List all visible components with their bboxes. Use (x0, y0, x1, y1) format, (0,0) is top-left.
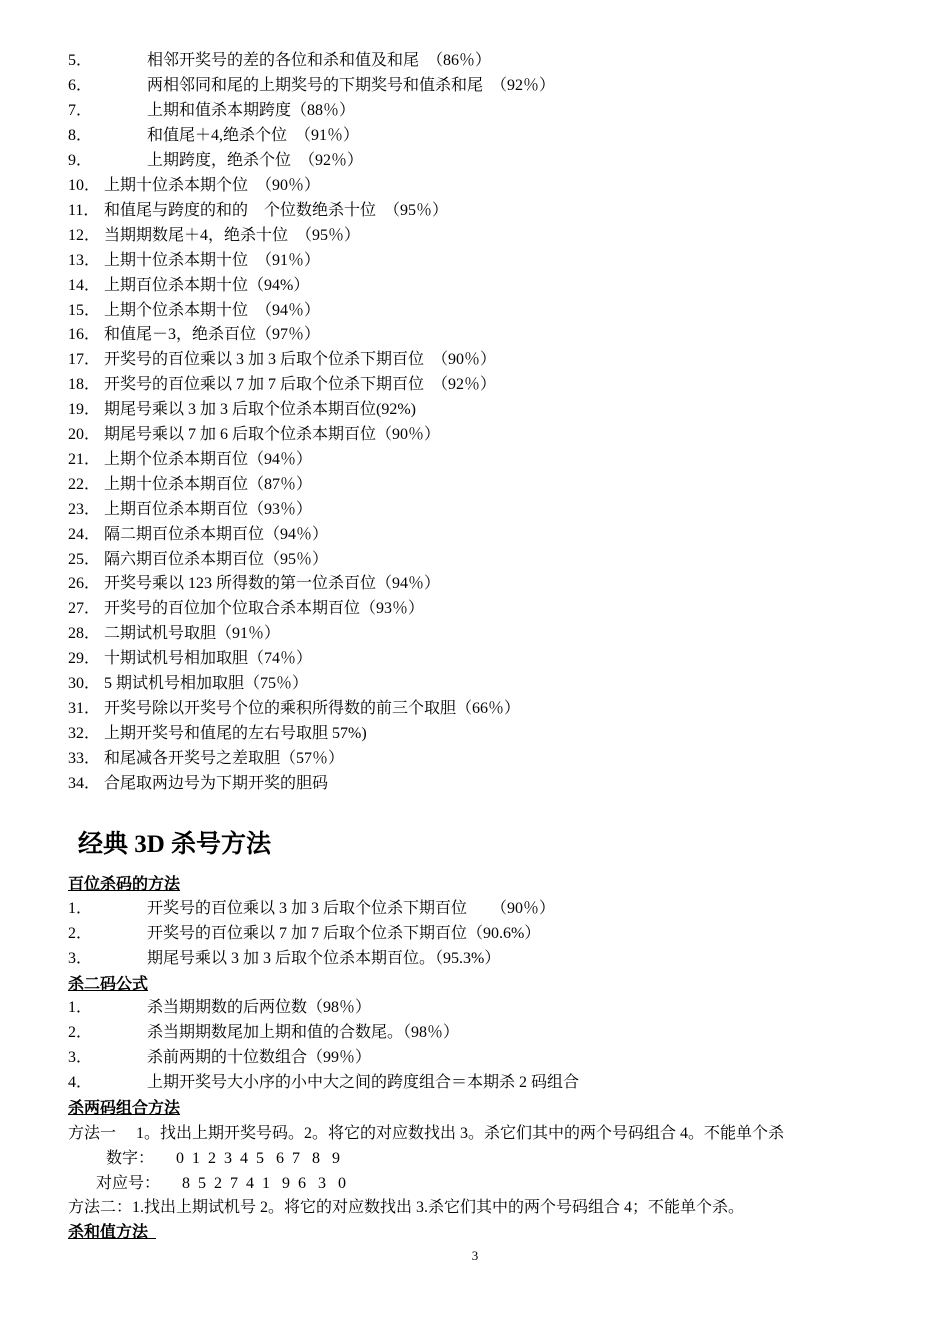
list-item-number: 33． (68, 749, 101, 767)
list-item-text: 上期十位杀本期百位（87％） (104, 475, 313, 493)
list-item-text: 上期百位杀本期百位（93％） (104, 500, 313, 518)
list-item-text: 上期开奖号大小序的小中大之间的跨度组合＝本期杀 2 码组合 (147, 1074, 580, 1091)
list-item-number: 8． (68, 126, 93, 144)
digits-row (106, 1149, 340, 1169)
list-item-number: 7． (68, 101, 93, 119)
list-item-number: 20． (68, 426, 101, 443)
shaliangma-heading: 杀两码组合方法 (68, 1100, 181, 1117)
list-item-number: 29． (68, 650, 101, 668)
list-item-number: 14． (68, 276, 101, 294)
page-number: 3 (471, 1248, 479, 1263)
list-item-number: 1． (68, 900, 93, 917)
list-item-text: 当期期数尾＋4，绝杀十位 （95％） (104, 226, 361, 244)
list-item-text: 期尾号乘以 3 加 3 后取个位杀本期百位(92%) (104, 401, 416, 419)
list-item-text: 上期十位杀本期个位 （90％） (104, 177, 321, 194)
list-item-text: 上期跨度，绝杀个位 （92％） (147, 151, 364, 169)
list-item-text: 十期试机号相加取胆（74％） (104, 650, 313, 668)
list-item-text: 期尾号乘以 7 加 6 后取个位杀本期百位（90％） (104, 426, 441, 443)
list-item-number: 1． (68, 999, 93, 1016)
shahezhi-heading: 杀和值方法 (68, 1224, 149, 1241)
list-item-text: 杀当期期数的后两位数（98％） (147, 999, 372, 1016)
list-item-text: 和值尾＋4,绝杀个位 （91％） (147, 126, 360, 144)
list-item-text: 上期百位杀本期十位（94%） (104, 276, 310, 294)
list-item-text: 和值尾－3，绝杀百位（97％） (104, 326, 321, 344)
list-item-text: 开奖号的百位乘以 3 加 3 后取个位杀下期百位 （90％） (104, 351, 497, 369)
list-item-number: 34． (68, 774, 101, 792)
list-item-number: 21． (68, 450, 101, 468)
list-item-text: 开奖号除以开奖号个位的乘积所得数的前三个取胆（66％） (104, 699, 521, 717)
list-item-number: 26． (68, 575, 101, 593)
list-item-number: 4． (68, 1074, 93, 1091)
shaerma-heading: 杀二码公式 (68, 976, 149, 993)
list-item-number: 22． (68, 475, 101, 493)
list-item-number: 30． (68, 675, 101, 692)
list-item-text: 合尾取两边号为下期开奖的胆码 (104, 774, 329, 792)
method-one-label: 方法一 (68, 1125, 117, 1142)
section-title: 经典 3D 杀号方法 (78, 831, 272, 858)
list-item-number: 9． (68, 151, 93, 169)
list-item-text: 上期开奖号和值尾的左右号取胆 57%) (104, 724, 367, 742)
list-item-text: 开奖号的百位加个位取合杀本期百位（93％） (104, 600, 425, 618)
list-item-text: 杀当期期数尾加上期和值的合数尾。（98％） (147, 1024, 460, 1041)
list-item-text: 开奖号乘以 123 所得数的第一位杀百位（94％） (104, 575, 441, 593)
list-item-text: 杀前两期的十位数组合（99％） (147, 1049, 372, 1066)
list-item-number: 10． (68, 177, 101, 194)
list-item-number: 15． (68, 301, 101, 319)
list-item-number: 6． (68, 76, 93, 94)
list-item-text: 5 期试机号相加取胆（75％） (104, 675, 309, 692)
list-item-text: 上期个位杀本期十位 （94％） (104, 301, 321, 319)
list-item-number: 23． (68, 500, 101, 518)
list-item-number: 28． (68, 625, 101, 643)
method-one (68, 1124, 784, 1144)
digits-label: 数字： (106, 1150, 155, 1167)
list-item-text: 二期试机号取胆（91％） (104, 625, 281, 643)
mapping-label: 对应号： (96, 1175, 161, 1192)
list-item-number: 32． (68, 724, 101, 742)
list-item-number: 19． (68, 401, 101, 419)
list-item-number: 3． (68, 1049, 93, 1066)
mapping-values: 8 5 2 7 4 1 9 6 3 0 (182, 1175, 347, 1192)
list-item-number: 11． (68, 201, 100, 219)
list-item-text: 开奖号的百位乘以 7 加 7 后取个位杀下期百位 （92％） (104, 376, 497, 394)
list-item-text: 相邻开奖号的差的各位和杀和值及和尾 （86％） (147, 52, 492, 69)
list-item-text: 上期个位杀本期百位（94％） (104, 450, 313, 468)
list-item-text: 上期和值杀本期跨度（88％） (147, 101, 356, 119)
method-two: 方法二：1.找出上期试机号 2。将它的对应数找出 3.杀它们其中的两个号码组合 4；不能单个杀。 (68, 1199, 745, 1216)
list-item-number: 16． (68, 326, 101, 344)
mapping-row (96, 1174, 346, 1194)
list-item-text: 两相邻同和尾的上期奖号的下期奖号和值杀和尾 （92％） (147, 76, 556, 94)
list-item-number: 2． (68, 1024, 93, 1041)
list-item-number: 2． (68, 925, 93, 942)
list-item-text: 隔二期百位杀本期百位（94％） (104, 525, 329, 543)
list-item-text: 开奖号的百位乘以 7 加 7 后取个位杀下期百位（90.6%） (147, 925, 541, 942)
list-item-text: 隔六期百位杀本期百位（95％） (104, 550, 329, 568)
list-item-text: 和尾减各开奖号之差取胆（57％） (104, 749, 345, 767)
digits-values: 0 1 2 3 4 5 6 7 8 9 (176, 1150, 341, 1167)
list-item-text: 开奖号的百位乘以 3 加 3 后取个位杀下期百位 （90％） (147, 900, 556, 917)
list-item-number: 17． (68, 351, 101, 369)
list-item-number: 31． (68, 699, 101, 717)
list-item-text: 期尾号乘以 3 加 3 后取个位杀本期百位。（95.3%） (147, 950, 501, 967)
list-item-text: 上期十位杀本期十位 （91％） (104, 251, 321, 269)
list-item-number: 13． (68, 251, 101, 269)
list-item-number: 12． (68, 226, 101, 244)
list-item-number: 5． (68, 52, 93, 69)
list-item-number: 18． (68, 376, 101, 394)
list-item-number: 27． (68, 600, 101, 618)
method-one-text: 1。找出上期开奖号码。2。将它的对应数找出 3。杀它们其中的两个号码组合 4。不能单个杀 (136, 1125, 785, 1142)
baiwei-heading: 百位杀码的方法 (68, 876, 181, 893)
list-item-number: 3． (68, 950, 93, 967)
list-item-number: 25． (68, 550, 101, 568)
list-item-text: 和值尾与跨度的和的 个位数绝杀十位 （95％） (104, 201, 449, 219)
list-item-number: 24． (68, 525, 101, 543)
